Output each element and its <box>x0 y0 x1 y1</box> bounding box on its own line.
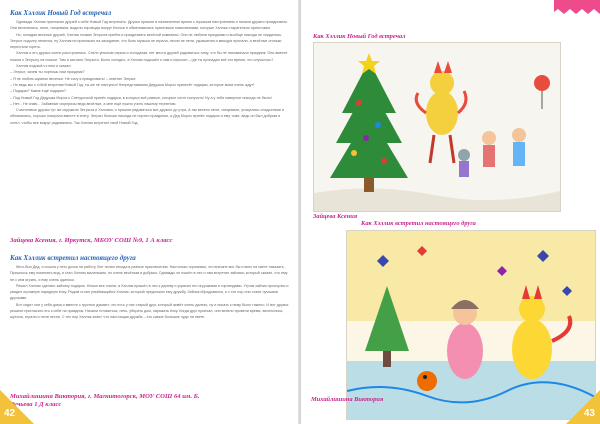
story-paragraph: Хэллик и его друзья очень расстроились. Стало унылым серым и холодным, нет места друзей радоваться тому, что бы не напоминало праздник. Они вместе пошли к Энгрыту на поиски. Там и застали Энгрыта. Было холодно, а Хэллик подошёл к ним и спросил – где ты пропадал всё это время, что случилось? <box>10 51 288 62</box>
story-author: Михайлишина Виктория, г. Магнитогорск, МОУ СОШ 64 им. Б. Ручьева 1 Д класс <box>10 393 200 408</box>
story-paragraph: Но, попадая веселье друзей, Хэллик позвал Энгрыта прийти и праздновать весёлой компании. Они не любили праздники и вообще никогда не сердились. Энгрыт подолгу ленился, ну Хэллик ни пригласил на заседание, что быть музыка не играла, песни не пели, украшения и мишура пропали, а весёлые огоньки перестали гореть. <box>10 32 283 50</box>
story-paragraph: Вот сидят они у себя дома и вместе с грустью думают, что есть у них старый друг, который живёт очень далеко, ну и писать к нему было тяжело. И вот друзья решили пригласить его к себе на праздник. Начали готовиться, печь, убирать дом, наряжать ёлку. Когда друг приехал, они весело провели время, веселились, шутили, играли и пели песни. С тех пор Хэллик знает, что настоящая дружба – это самое большое чудо на свете. <box>10 302 289 320</box>
dialogue-line: – Под Новый Год Дедушка Мороз с Снегурочкой принёс подарки, в которых всё разные, которые хотят получить! Ну а у тебя наверное никогда не было! <box>10 95 272 100</box>
drawing-illustration <box>347 231 595 419</box>
page-number: 43 <box>583 408 595 419</box>
right-page <box>301 0 600 424</box>
dialogue-line: – Нет... Не знаю... Забавные сюрпризы ведь весёлые, а мне ещё нужно учить нашему терпению. <box>10 101 177 106</box>
story-author: Зайцева Ксения, г. Иркутск, МБОУ СОШ №9, 1 А класс <box>10 237 173 244</box>
drawing-image <box>346 230 596 420</box>
story-paragraph: Однажды Хэллик пригласил друзей к себе Новый Год встречать. Друзья пришли в назначенное время с хорошим настроением и начали дружно праздновать. Они веселились, пели, танцевали, водили хороводы вокруг ёлочки и обменивались приятными пожеланиями, которые Хэллик старательно приготовил. <box>10 20 288 31</box>
dialogue-line: – Подарки? Какие ещё подарки? <box>10 89 66 94</box>
story-heading: Как Хэллик встретил настоящего друга <box>10 254 136 262</box>
drawing-author: Михайлишина Виктория <box>311 396 384 403</box>
story-paragraph: Жил-был Дед, и пошла у него дочка на работу. Вот попал иногда в разные приключения. Настолько огромным, что внешне мог бы и всех на свете наказать. Пришлось ему поменять вид, и стал Хэллик маленьким, но очень весёлым и добрым. Однажды он пошёл в лес и там встретил зайчика, который сказал, что ему не с кем играть, и ему очень одиноко. <box>10 265 288 282</box>
drawing-illustration <box>314 43 560 211</box>
dialogue-line: – Я не люблю шумное веселье. Не хочу я праздновать! – ответил Энгрыт. <box>10 76 137 81</box>
story-paragraph: Счастливые друзья тут же окружили Энгрыта и Хэллика, и пришли радоваться все дружно до утра. А так весело пели, танцевали, угощались сладостями и обнимались, хорошо поиграли вместе в снегу. Энгрыт больше никогда не портил праздники, а Дед Мороз принёс подарок и ему тоже, ведь он был добрым и хотел, чтобы все вокруг радовались. Так Хэллик встретил свой Новый Год. <box>10 108 284 125</box>
page-number: 42 <box>4 408 16 419</box>
ribbon-decoration <box>554 0 600 14</box>
drawing-title: Как Хэллик Новый Год встречал <box>313 33 406 40</box>
dialogue-line: – Энгрыт, зачем ты портишь нам праздник? <box>10 70 85 75</box>
story-heading: Как Хэллик Новый Год встречал <box>10 9 112 17</box>
story-text <box>10 19 290 126</box>
drawing-title: Как Хэллик встретил настоящего друга <box>361 220 476 227</box>
story-paragraph: Хэллик подошёл к ним и сказал: <box>16 64 72 69</box>
dialogue-line: – Но ведь мы с тобой встретим Новый Год, ты же не наступил! Непредставимая Дедушка Мороз принесёт подарки, которые всем очень ждут! <box>10 82 255 87</box>
left-page <box>0 0 299 424</box>
drawing-image <box>313 42 561 212</box>
story-text <box>10 264 290 321</box>
drawing-author: Зайцева Ксения <box>313 213 358 220</box>
story-paragraph: Решил Хэллик сделать зайчику подарок. Ночью все спали, а Хэллик пришёл в лес к дереву и украсил его игрушками и гирляндами. Утром зайчик проснулся и увидел огромную нарядную ёлку. Рядом стоял улыбающийся Хэллик, который предложил ему дружбу. Зайчик обрадовался, и с тех пор они стали лучшими друзьями. <box>10 283 289 301</box>
